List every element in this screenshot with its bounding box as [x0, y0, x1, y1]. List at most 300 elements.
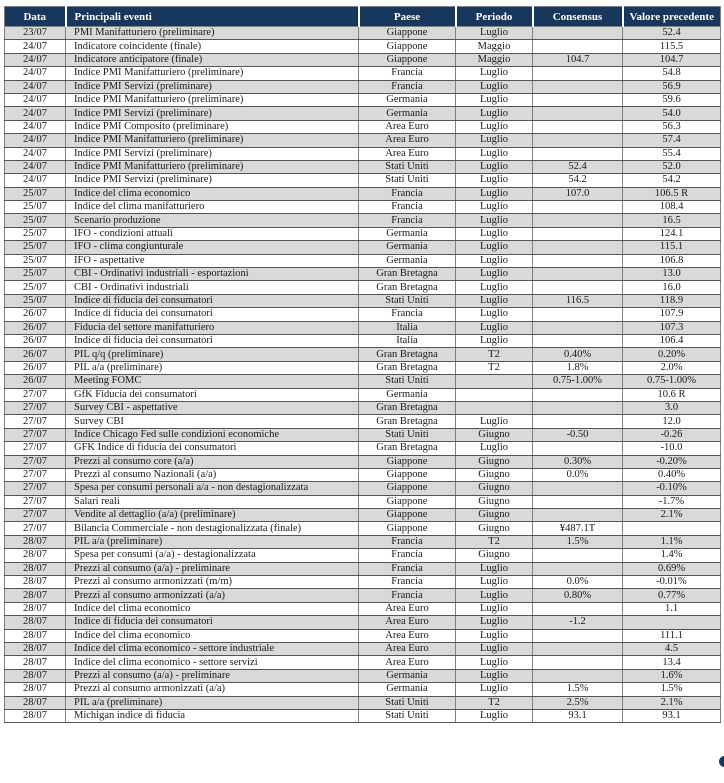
cell-consensus — [533, 388, 623, 401]
cell-evento: Prezzi al consumo armonizzati (a/a) — [66, 683, 359, 696]
cell-paese: Germania — [359, 227, 456, 240]
table-row — [5, 174, 721, 187]
table-row — [5, 535, 721, 548]
cell-evento: GFK Indice di fiducia dei consumatori — [66, 442, 359, 455]
cell-paese: Giappone — [359, 509, 456, 522]
cell-data: 27/07 — [5, 388, 66, 401]
cell-valore_precedente: 106.5 R — [623, 187, 721, 200]
cell-valore_precedente: 13.0 — [623, 268, 721, 281]
cell-evento: Spesa per consumi personali a/a - non destagionalizzata — [66, 482, 359, 495]
cell-data: 27/07 — [5, 482, 66, 495]
cell-paese: Giappone — [359, 522, 456, 535]
cell-consensus — [533, 642, 623, 655]
cell-data: 26/07 — [5, 348, 66, 361]
table-row — [5, 227, 721, 240]
cell-data: 28/07 — [5, 589, 66, 602]
cell-data: 24/07 — [5, 80, 66, 93]
cell-consensus — [533, 201, 623, 214]
cell-data: 28/07 — [5, 602, 66, 615]
cell-evento: Prezzi al consumo Nazionali (a/a) — [66, 468, 359, 481]
cell-paese: Area Euro — [359, 616, 456, 629]
table-row — [5, 455, 721, 468]
cell-evento: Indice Chicago Fed sulle condizioni economiche — [66, 428, 359, 441]
cell-periodo: T2 — [456, 696, 533, 709]
table-row — [5, 616, 721, 629]
table-row — [5, 656, 721, 669]
cell-periodo: Luglio — [456, 442, 533, 455]
cell-data: 27/07 — [5, 522, 66, 535]
cell-valore_precedente: 0.77% — [623, 589, 721, 602]
cell-evento: Indice del clima economico — [66, 187, 359, 200]
cell-evento: Indice di fiducia dei consumatori — [66, 308, 359, 321]
cell-paese: Stati Uniti — [359, 696, 456, 709]
cell-evento: Salari reali — [66, 495, 359, 508]
cell-evento: Prezzi al consumo armonizzati (a/a) — [66, 589, 359, 602]
cell-evento: Prezzi al consumo (a/a) - preliminare — [66, 669, 359, 682]
header-row — [5, 7, 721, 27]
cell-periodo: T2 — [456, 535, 533, 548]
cell-paese: Stati Uniti — [359, 160, 456, 173]
cell-consensus: 116.5 — [533, 294, 623, 307]
cell-valore_precedente: 56.3 — [623, 120, 721, 133]
table-row — [5, 401, 721, 414]
cell-periodo: Giugno — [456, 468, 533, 481]
cell-evento: Indicatore anticipatore (finale) — [66, 53, 359, 66]
cell-valore_precedente: 59.6 — [623, 93, 721, 106]
cell-paese: Germania — [359, 683, 456, 696]
cell-paese: Francia — [359, 549, 456, 562]
cell-periodo: Luglio — [456, 334, 533, 347]
cell-valore_precedente: 3.0 — [623, 401, 721, 414]
cell-periodo: Luglio — [456, 562, 533, 575]
cell-data: 27/07 — [5, 468, 66, 481]
cell-periodo: Maggio — [456, 53, 533, 66]
cell-evento: CBI - Ordinativi industriali — [66, 281, 359, 294]
cell-paese: Francia — [359, 80, 456, 93]
cell-paese: Area Euro — [359, 120, 456, 133]
cell-evento: IFO - clima congiunturale — [66, 241, 359, 254]
cell-data: 25/07 — [5, 227, 66, 240]
cell-valore_precedente: 13.4 — [623, 656, 721, 669]
cell-periodo: Luglio — [456, 616, 533, 629]
cell-consensus: 54.2 — [533, 174, 623, 187]
cell-valore_precedente: 52.0 — [623, 160, 721, 173]
cell-periodo: Giugno — [456, 482, 533, 495]
table-row — [5, 375, 721, 388]
cell-data: 25/07 — [5, 214, 66, 227]
table-row — [5, 549, 721, 562]
cell-evento: PIL q/q (preliminare) — [66, 348, 359, 361]
cell-paese: Francia — [359, 576, 456, 589]
cell-valore_precedente: 106.8 — [623, 254, 721, 267]
table-row — [5, 120, 721, 133]
cell-periodo: Luglio — [456, 709, 533, 722]
cell-consensus: 0.80% — [533, 589, 623, 602]
cell-paese: Giappone — [359, 27, 456, 40]
column-header-valore-precedente: Valore precedente — [623, 7, 721, 27]
cell-consensus: 1.8% — [533, 361, 623, 374]
cell-consensus: 2.5% — [533, 696, 623, 709]
cell-valore_precedente: 104.7 — [623, 53, 721, 66]
cell-periodo: Giugno — [456, 509, 533, 522]
cell-evento: Indice PMI Manifatturiero (preliminare) — [66, 93, 359, 106]
cell-data: 28/07 — [5, 683, 66, 696]
cell-periodo: Luglio — [456, 201, 533, 214]
cell-valore_precedente: 0.40% — [623, 468, 721, 481]
cell-evento: Prezzi al consumo (a/a) - preliminare — [66, 562, 359, 575]
cell-consensus — [533, 509, 623, 522]
cell-data: 25/07 — [5, 268, 66, 281]
column-header-consensus: Consensus — [533, 7, 623, 27]
cell-consensus — [533, 482, 623, 495]
table-row — [5, 468, 721, 481]
cell-periodo: Luglio — [456, 629, 533, 642]
cell-valore_precedente: 115.5 — [623, 40, 721, 53]
cell-evento: Bilancia Commerciale - non destagionalizzata (finale) — [66, 522, 359, 535]
cell-evento: IFO - condizioni attuali — [66, 227, 359, 240]
cell-paese: Area Euro — [359, 642, 456, 655]
cell-data: 23/07 — [5, 27, 66, 40]
cell-paese: Giappone — [359, 455, 456, 468]
table-header — [5, 7, 721, 27]
cell-evento: IFO - aspettative — [66, 254, 359, 267]
table-row — [5, 214, 721, 227]
cell-consensus — [533, 67, 623, 80]
cell-data: 28/07 — [5, 616, 66, 629]
table-row — [5, 254, 721, 267]
cell-data: 28/07 — [5, 549, 66, 562]
cell-evento: Indice di fiducia dei consumatori — [66, 294, 359, 307]
cell-periodo: Luglio — [456, 281, 533, 294]
cell-consensus: 52.4 — [533, 160, 623, 173]
cell-periodo: Luglio — [456, 80, 533, 93]
cell-periodo: Luglio — [456, 160, 533, 173]
cell-paese: Francia — [359, 308, 456, 321]
cell-paese: Francia — [359, 589, 456, 602]
cell-data: 25/07 — [5, 281, 66, 294]
cell-paese: Francia — [359, 562, 456, 575]
cell-valore_precedente: -0.10% — [623, 482, 721, 495]
cell-paese: Gran Bretagna — [359, 415, 456, 428]
cell-valore_precedente: 4.5 — [623, 642, 721, 655]
cell-consensus: 0.0% — [533, 468, 623, 481]
cell-paese: Germania — [359, 93, 456, 106]
table-row — [5, 562, 721, 575]
cell-evento: Indice del clima economico — [66, 602, 359, 615]
cell-data: 24/07 — [5, 40, 66, 53]
cell-consensus — [533, 268, 623, 281]
cell-data: 24/07 — [5, 147, 66, 160]
cell-evento: Indice PMI Servizi (preliminare) — [66, 80, 359, 93]
cell-consensus: 0.40% — [533, 348, 623, 361]
cell-paese: Gran Bretagna — [359, 361, 456, 374]
table-row — [5, 334, 721, 347]
cell-data: 25/07 — [5, 294, 66, 307]
cell-data: 24/07 — [5, 107, 66, 120]
cell-consensus: 93.1 — [533, 709, 623, 722]
cell-valore_precedente: 0.69% — [623, 562, 721, 575]
cell-periodo: Luglio — [456, 107, 533, 120]
cell-data: 28/07 — [5, 642, 66, 655]
cell-consensus — [533, 134, 623, 147]
cell-valore_precedente: 93.1 — [623, 709, 721, 722]
cell-periodo: Giugno — [456, 549, 533, 562]
cell-evento: Fiducia del settore manifatturiero — [66, 321, 359, 334]
table-row — [5, 160, 721, 173]
cell-data: 24/07 — [5, 93, 66, 106]
cell-consensus — [533, 241, 623, 254]
table-row — [5, 40, 721, 53]
cell-consensus — [533, 562, 623, 575]
cell-valore_precedente: 124.1 — [623, 227, 721, 240]
table-row — [5, 321, 721, 334]
cell-data: 26/07 — [5, 334, 66, 347]
cell-periodo: T2 — [456, 348, 533, 361]
table-row — [5, 589, 721, 602]
table-row — [5, 415, 721, 428]
cell-valore_precedente: 52.4 — [623, 27, 721, 40]
cell-paese: Italia — [359, 334, 456, 347]
cell-consensus — [533, 93, 623, 106]
cell-evento: Survey CBI — [66, 415, 359, 428]
cell-valore_precedente: 54.8 — [623, 67, 721, 80]
cell-consensus — [533, 495, 623, 508]
cell-valore_precedente — [623, 522, 721, 535]
cell-data: 28/07 — [5, 562, 66, 575]
table-row — [5, 294, 721, 307]
cell-valore_precedente: 1.4% — [623, 549, 721, 562]
cell-evento: Indicatore coincidente (finale) — [66, 40, 359, 53]
cell-data: 24/07 — [5, 120, 66, 133]
cell-consensus — [533, 549, 623, 562]
cell-paese: Stati Uniti — [359, 294, 456, 307]
events-table — [4, 6, 721, 723]
cell-periodo: Luglio — [456, 321, 533, 334]
cell-paese: Area Euro — [359, 629, 456, 642]
cell-valore_precedente: 55.4 — [623, 147, 721, 160]
cell-periodo: Luglio — [456, 576, 533, 589]
cell-consensus — [533, 321, 623, 334]
cell-periodo: Luglio — [456, 93, 533, 106]
cell-consensus: 107.0 — [533, 187, 623, 200]
table-row — [5, 482, 721, 495]
cell-data: 26/07 — [5, 361, 66, 374]
cell-periodo: Luglio — [456, 27, 533, 40]
cell-consensus: 104.7 — [533, 53, 623, 66]
table-row — [5, 509, 721, 522]
cell-evento: Indice del clima manifatturiero — [66, 201, 359, 214]
cell-periodo: Luglio — [456, 656, 533, 669]
cell-consensus — [533, 120, 623, 133]
cell-paese: Area Euro — [359, 602, 456, 615]
cell-valore_precedente: 1.5% — [623, 683, 721, 696]
cell-valore_precedente: -0.26 — [623, 428, 721, 441]
cell-paese: Area Euro — [359, 134, 456, 147]
cell-evento: Michigan indice di fiducia — [66, 709, 359, 722]
table-row — [5, 696, 721, 709]
table-row — [5, 669, 721, 682]
cell-evento: Indice PMI Servizi (preliminare) — [66, 107, 359, 120]
cell-consensus — [533, 415, 623, 428]
table-row — [5, 709, 721, 722]
cell-paese: Stati Uniti — [359, 174, 456, 187]
cell-valore_precedente: 54.2 — [623, 174, 721, 187]
cell-consensus — [533, 401, 623, 414]
cell-periodo: Luglio — [456, 268, 533, 281]
cell-valore_precedente: 1.1% — [623, 535, 721, 548]
cell-valore_precedente: 1.6% — [623, 669, 721, 682]
cell-paese: Francia — [359, 187, 456, 200]
cell-valore_precedente: 16.0 — [623, 281, 721, 294]
table-row — [5, 348, 721, 361]
cell-consensus — [533, 602, 623, 615]
cell-valore_precedente: 54.0 — [623, 107, 721, 120]
cell-valore_precedente: 115.1 — [623, 241, 721, 254]
cell-evento: PIL a/a (preliminare) — [66, 535, 359, 548]
cell-data: 27/07 — [5, 495, 66, 508]
cell-evento: Indice PMI Manifatturiero (preliminare) — [66, 160, 359, 173]
cell-valore_precedente: -10.0 — [623, 442, 721, 455]
cell-consensus: -1.2 — [533, 616, 623, 629]
cell-valore_precedente: 12.0 — [623, 415, 721, 428]
table-row — [5, 629, 721, 642]
column-header-data: Data — [5, 7, 66, 27]
cell-paese: Germania — [359, 388, 456, 401]
cell-consensus — [533, 334, 623, 347]
cell-valore_precedente: 1.1 — [623, 602, 721, 615]
cell-valore_precedente: 111.1 — [623, 629, 721, 642]
cell-data: 27/07 — [5, 428, 66, 441]
cell-consensus — [533, 656, 623, 669]
cell-data: 24/07 — [5, 67, 66, 80]
cell-paese: Area Euro — [359, 147, 456, 160]
table-row — [5, 361, 721, 374]
cell-consensus: 0.0% — [533, 576, 623, 589]
cell-periodo: Luglio — [456, 241, 533, 254]
cell-paese: Francia — [359, 201, 456, 214]
cell-periodo — [456, 401, 533, 414]
cell-periodo: Luglio — [456, 174, 533, 187]
cell-valore_precedente: 2.0% — [623, 361, 721, 374]
cell-periodo: Maggio — [456, 40, 533, 53]
cell-paese: Gran Bretagna — [359, 281, 456, 294]
cell-periodo: Giugno — [456, 495, 533, 508]
cell-evento: Indice PMI Composito (preliminare) — [66, 120, 359, 133]
table-row — [5, 428, 721, 441]
cell-periodo: Luglio — [456, 147, 533, 160]
cell-paese: Giappone — [359, 53, 456, 66]
cell-consensus — [533, 27, 623, 40]
cell-periodo: Luglio — [456, 589, 533, 602]
cell-evento: Scenario produzione — [66, 214, 359, 227]
cell-data: 28/07 — [5, 629, 66, 642]
column-header-periodo: Periodo — [456, 7, 533, 27]
table-row — [5, 201, 721, 214]
cell-evento: PIL a/a (preliminare) — [66, 361, 359, 374]
table-row — [5, 576, 721, 589]
cell-data: 25/07 — [5, 187, 66, 200]
cell-paese: Francia — [359, 214, 456, 227]
page-edge-marker-icon — [719, 756, 724, 767]
cell-periodo — [456, 375, 533, 388]
cell-periodo: Luglio — [456, 294, 533, 307]
cell-data: 28/07 — [5, 709, 66, 722]
cell-consensus — [533, 214, 623, 227]
cell-periodo: Giugno — [456, 522, 533, 535]
cell-valore_precedente: 2.1% — [623, 509, 721, 522]
cell-periodo: Luglio — [456, 214, 533, 227]
cell-evento: Indice del clima economico - settore industriale — [66, 642, 359, 655]
cell-consensus — [533, 227, 623, 240]
cell-consensus: -0.50 — [533, 428, 623, 441]
cell-consensus — [533, 40, 623, 53]
cell-paese: Stati Uniti — [359, 428, 456, 441]
cell-paese: Gran Bretagna — [359, 268, 456, 281]
cell-paese: Francia — [359, 535, 456, 548]
cell-paese: Stati Uniti — [359, 375, 456, 388]
table-row — [5, 187, 721, 200]
cell-periodo: Luglio — [456, 308, 533, 321]
cell-periodo — [456, 388, 533, 401]
cell-consensus — [533, 669, 623, 682]
cell-evento: Indice PMI Manifatturiero (preliminare) — [66, 134, 359, 147]
table-row — [5, 268, 721, 281]
table-row — [5, 442, 721, 455]
cell-consensus — [533, 147, 623, 160]
cell-valore_precedente: -0.01% — [623, 576, 721, 589]
cell-evento: Spesa per consumi (a/a) - destagionalizzata — [66, 549, 359, 562]
cell-periodo: Luglio — [456, 254, 533, 267]
cell-periodo: Luglio — [456, 187, 533, 200]
cell-valore_precedente: 107.9 — [623, 308, 721, 321]
cell-evento: Indice del clima economico — [66, 629, 359, 642]
cell-consensus — [533, 442, 623, 455]
cell-data: 24/07 — [5, 160, 66, 173]
table-body — [5, 27, 721, 723]
cell-valore_precedente — [623, 616, 721, 629]
cell-paese: Area Euro — [359, 656, 456, 669]
cell-periodo: Luglio — [456, 120, 533, 133]
cell-paese: Giappone — [359, 40, 456, 53]
cell-periodo: Giugno — [456, 455, 533, 468]
cell-evento: Prezzi al consumo armonizzati (m/m) — [66, 576, 359, 589]
cell-data: 27/07 — [5, 455, 66, 468]
cell-evento: Indice PMI Servizi (preliminare) — [66, 174, 359, 187]
cell-periodo: Luglio — [456, 602, 533, 615]
cell-consensus — [533, 308, 623, 321]
table-row — [5, 107, 721, 120]
cell-consensus: ¥487.1T — [533, 522, 623, 535]
table-row — [5, 27, 721, 40]
cell-valore_precedente: 108.4 — [623, 201, 721, 214]
cell-data: 28/07 — [5, 656, 66, 669]
cell-paese: Gran Bretagna — [359, 442, 456, 455]
cell-data: 25/07 — [5, 241, 66, 254]
cell-consensus — [533, 80, 623, 93]
cell-periodo: Giugno — [456, 428, 533, 441]
cell-data: 28/07 — [5, 669, 66, 682]
cell-evento: Indice PMI Manifatturiero (preliminare) — [66, 67, 359, 80]
cell-evento: Prezzi al consumo core (a/a) — [66, 455, 359, 468]
cell-periodo: Luglio — [456, 642, 533, 655]
cell-evento: PIL a/a (preliminare) — [66, 696, 359, 709]
table-row — [5, 522, 721, 535]
cell-evento: Indice di fiducia dei consumatori — [66, 334, 359, 347]
cell-valore_precedente: 106.4 — [623, 334, 721, 347]
cell-data: 24/07 — [5, 53, 66, 66]
cell-data: 26/07 — [5, 321, 66, 334]
cell-consensus: 0.30% — [533, 455, 623, 468]
